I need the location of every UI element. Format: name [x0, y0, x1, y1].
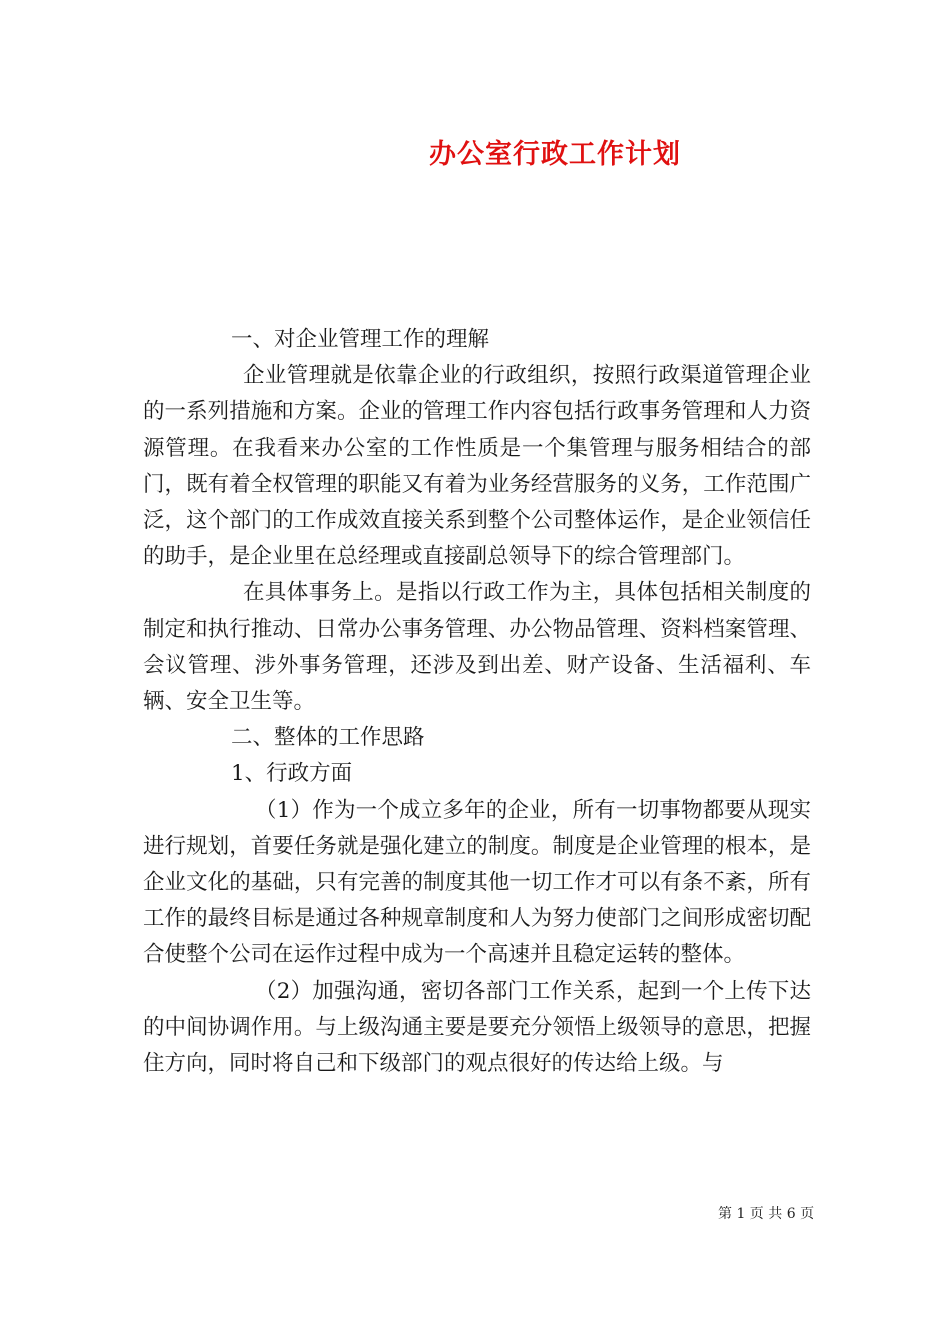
paragraph: 企业管理就是依靠企业的行政组织，按照行政渠道管理企业的一系列措施和方案。企业的管理工作内容包括行政事务管理和人力资源管理。在我看来办公室的工作性质是一个集管理与服务相结合的部门，既有着全权管理的职能又有着为业务经营服务的义务，工作范围广泛，这个部门的工作成效直接关系到整个公司整体运作，是企业领信任的助手，是企业里在总经理或直接副总领导下的综合管理部门。	[143, 363, 811, 570]
paragraph: （2）加强沟通，密切各部门工作关系，起到一个上传下达的中间协调作用。与上级沟通主要是要充分领悟上级领导的意思，把握住方向，同时将自己和下级部门的观点很好的传达给上级。与	[143, 978, 811, 1077]
page-number-footer: 第 1 页 共 6 页	[718, 1206, 815, 1222]
subsection-heading: 1、行政方面	[231, 761, 353, 787]
paragraph: 在具体事务上。是指以行政工作为主，具体包括相关制度的制定和执行推动、日常办公事务管理、办公物品管理、资料档案管理、会议管理、涉外事务管理，还涉及到出差、财产设备、生活福利、车辆、安全卫生等。	[143, 580, 811, 715]
section-heading: 一、对企业管理工作的理解	[231, 327, 490, 352]
section-heading: 二、整体的工作思路	[231, 725, 425, 751]
document-title: 办公室行政工作计划	[429, 139, 681, 170]
paragraph: （1）作为一个成立多年的企业，所有一切事物都要从现实进行规划，首要任务就是强化建立的制度。制度是企业管理的根本，是企业文化的基础，只有完善的制度其他一切工作才可以有条不紊，所有工作的最终目标是通过各种规章制度和人为努力使部门之间形成密切配合使整个公司在运作过程中成为一个高速并且稳定运转的整体。	[143, 797, 811, 968]
document-body	[143, 322, 811, 1082]
